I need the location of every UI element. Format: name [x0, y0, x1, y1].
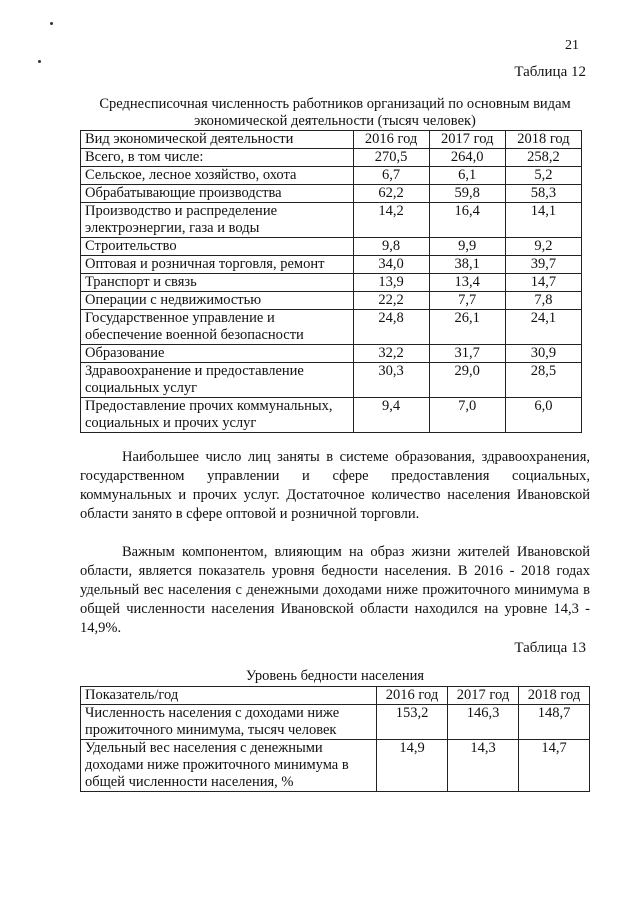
scan-dot [38, 60, 41, 63]
column-header: Вид экономической деятельности [81, 131, 354, 149]
column-header: 2018 год [505, 131, 581, 149]
row-value: 146,3 [448, 705, 519, 740]
row-value: 58,3 [505, 185, 581, 203]
row-value: 6,1 [429, 167, 505, 185]
row-value: 59,8 [429, 185, 505, 203]
table-row [81, 256, 582, 274]
row-label: Транспорт и связь [81, 274, 354, 292]
column-header: 2017 год [448, 687, 519, 705]
row-value: 30,9 [505, 345, 581, 363]
row-value: 34,0 [353, 256, 429, 274]
table12-title [80, 96, 590, 130]
row-value: 153,2 [377, 705, 448, 740]
table-row [81, 398, 582, 433]
table-row [81, 238, 582, 256]
row-value: 9,4 [353, 398, 429, 433]
row-value: 14,2 [353, 203, 429, 238]
table13-label: Таблица 13 [514, 640, 586, 656]
row-value: 14,7 [505, 274, 581, 292]
poverty-table [80, 686, 590, 792]
table-row [81, 740, 590, 792]
row-label: Сельское, лесное хозяйство, охота [81, 167, 354, 185]
row-value: 9,8 [353, 238, 429, 256]
row-value: 14,1 [505, 203, 581, 238]
row-label: Обрабатывающие производства [81, 185, 354, 203]
table-row [81, 185, 582, 203]
table-row [81, 292, 582, 310]
row-label: Образование [81, 345, 354, 363]
table13-title: Уровень бедности населения [245, 668, 425, 684]
row-label: Здравоохранение и предоставление социальных услуг [81, 363, 354, 398]
row-label: Государственное управление и обеспечение военной безопасности [81, 310, 354, 345]
table-row [81, 345, 582, 363]
page-number: 21 [565, 38, 579, 53]
row-value: 22,2 [353, 292, 429, 310]
table12-label: Таблица 12 [514, 64, 586, 80]
row-value: 24,1 [505, 310, 581, 345]
row-label: Операции с недвижимостью [81, 292, 354, 310]
row-value: 13,9 [353, 274, 429, 292]
column-header: 2016 год [353, 131, 429, 149]
column-header: Показатель/год [81, 687, 377, 705]
row-value: 62,2 [353, 185, 429, 203]
table-row [81, 705, 590, 740]
paragraph-text: Важным компонентом, влияющим на образ жизни жителей Ивановской области, является показатель уровня бедности населения. В 2016 - 2018 годах удельный вес населения с денежными доходами ниже прожиточного минимума в общей численности населения Ивановской области находился на уровне 14,3 - 14,9%. [80, 544, 590, 636]
row-value: 264,0 [429, 149, 505, 167]
row-value: 28,5 [505, 363, 581, 398]
row-value: 9,9 [429, 238, 505, 256]
row-label: Производство и распределение электроэнергии, газа и воды [81, 203, 354, 238]
paragraph-poverty [80, 543, 590, 638]
row-value: 13,4 [429, 274, 505, 292]
table-row [81, 310, 582, 345]
table-row [81, 363, 582, 398]
column-header: 2016 год [377, 687, 448, 705]
row-label: Строительство [81, 238, 354, 256]
row-value: 14,3 [448, 740, 519, 792]
paragraph-text: Наибольшее число лиц заняты в системе образования, здравоохранения, государственном управлении и сфере предоставления социальных, коммунальных и прочих услуг. Достаточное количество населения Ивановской области занято в сфере оптовой и розничной торговли. [80, 449, 590, 522]
row-value: 14,9 [377, 740, 448, 792]
table12-title-line1: Среднесписочная численность работников организаций по основным видам [99, 96, 571, 112]
row-value: 38,1 [429, 256, 505, 274]
row-value: 7,7 [429, 292, 505, 310]
row-value: 31,7 [429, 345, 505, 363]
row-label: Удельный вес населения с денежными доходами ниже прожиточного минимума в общей численности населения, % [81, 740, 377, 792]
row-value: 32,2 [353, 345, 429, 363]
employment-table [80, 130, 582, 433]
row-value: 14,7 [519, 740, 590, 792]
row-value: 7,8 [505, 292, 581, 310]
row-label: Предоставление прочих коммунальных, социальных и прочих услуг [81, 398, 354, 433]
row-value: 6,7 [353, 167, 429, 185]
row-value: 29,0 [429, 363, 505, 398]
row-value: 148,7 [519, 705, 590, 740]
row-value: 5,2 [505, 167, 581, 185]
row-value: 24,8 [353, 310, 429, 345]
column-header: 2018 год [519, 687, 590, 705]
row-value: 258,2 [505, 149, 581, 167]
row-value: 270,5 [353, 149, 429, 167]
row-value: 9,2 [505, 238, 581, 256]
table-header-row [81, 687, 590, 705]
table-row [81, 167, 582, 185]
row-value: 16,4 [429, 203, 505, 238]
table12-title-line2: экономической деятельности (тысяч человек) [194, 113, 476, 129]
row-value: 26,1 [429, 310, 505, 345]
row-label: Оптовая и розничная торговля, ремонт [81, 256, 354, 274]
scan-dot [50, 22, 53, 25]
paragraph-employment [80, 448, 590, 524]
table-row [81, 203, 582, 238]
row-value: 6,0 [505, 398, 581, 433]
table-row [81, 149, 582, 167]
row-value: 30,3 [353, 363, 429, 398]
row-label: Всего, в том числе: [81, 149, 354, 167]
column-header: 2017 год [429, 131, 505, 149]
row-label: Численность населения с доходами ниже прожиточного минимума, тысяч человек [81, 705, 377, 740]
table-header-row [81, 131, 582, 149]
table-row [81, 274, 582, 292]
row-value: 39,7 [505, 256, 581, 274]
row-value: 7,0 [429, 398, 505, 433]
